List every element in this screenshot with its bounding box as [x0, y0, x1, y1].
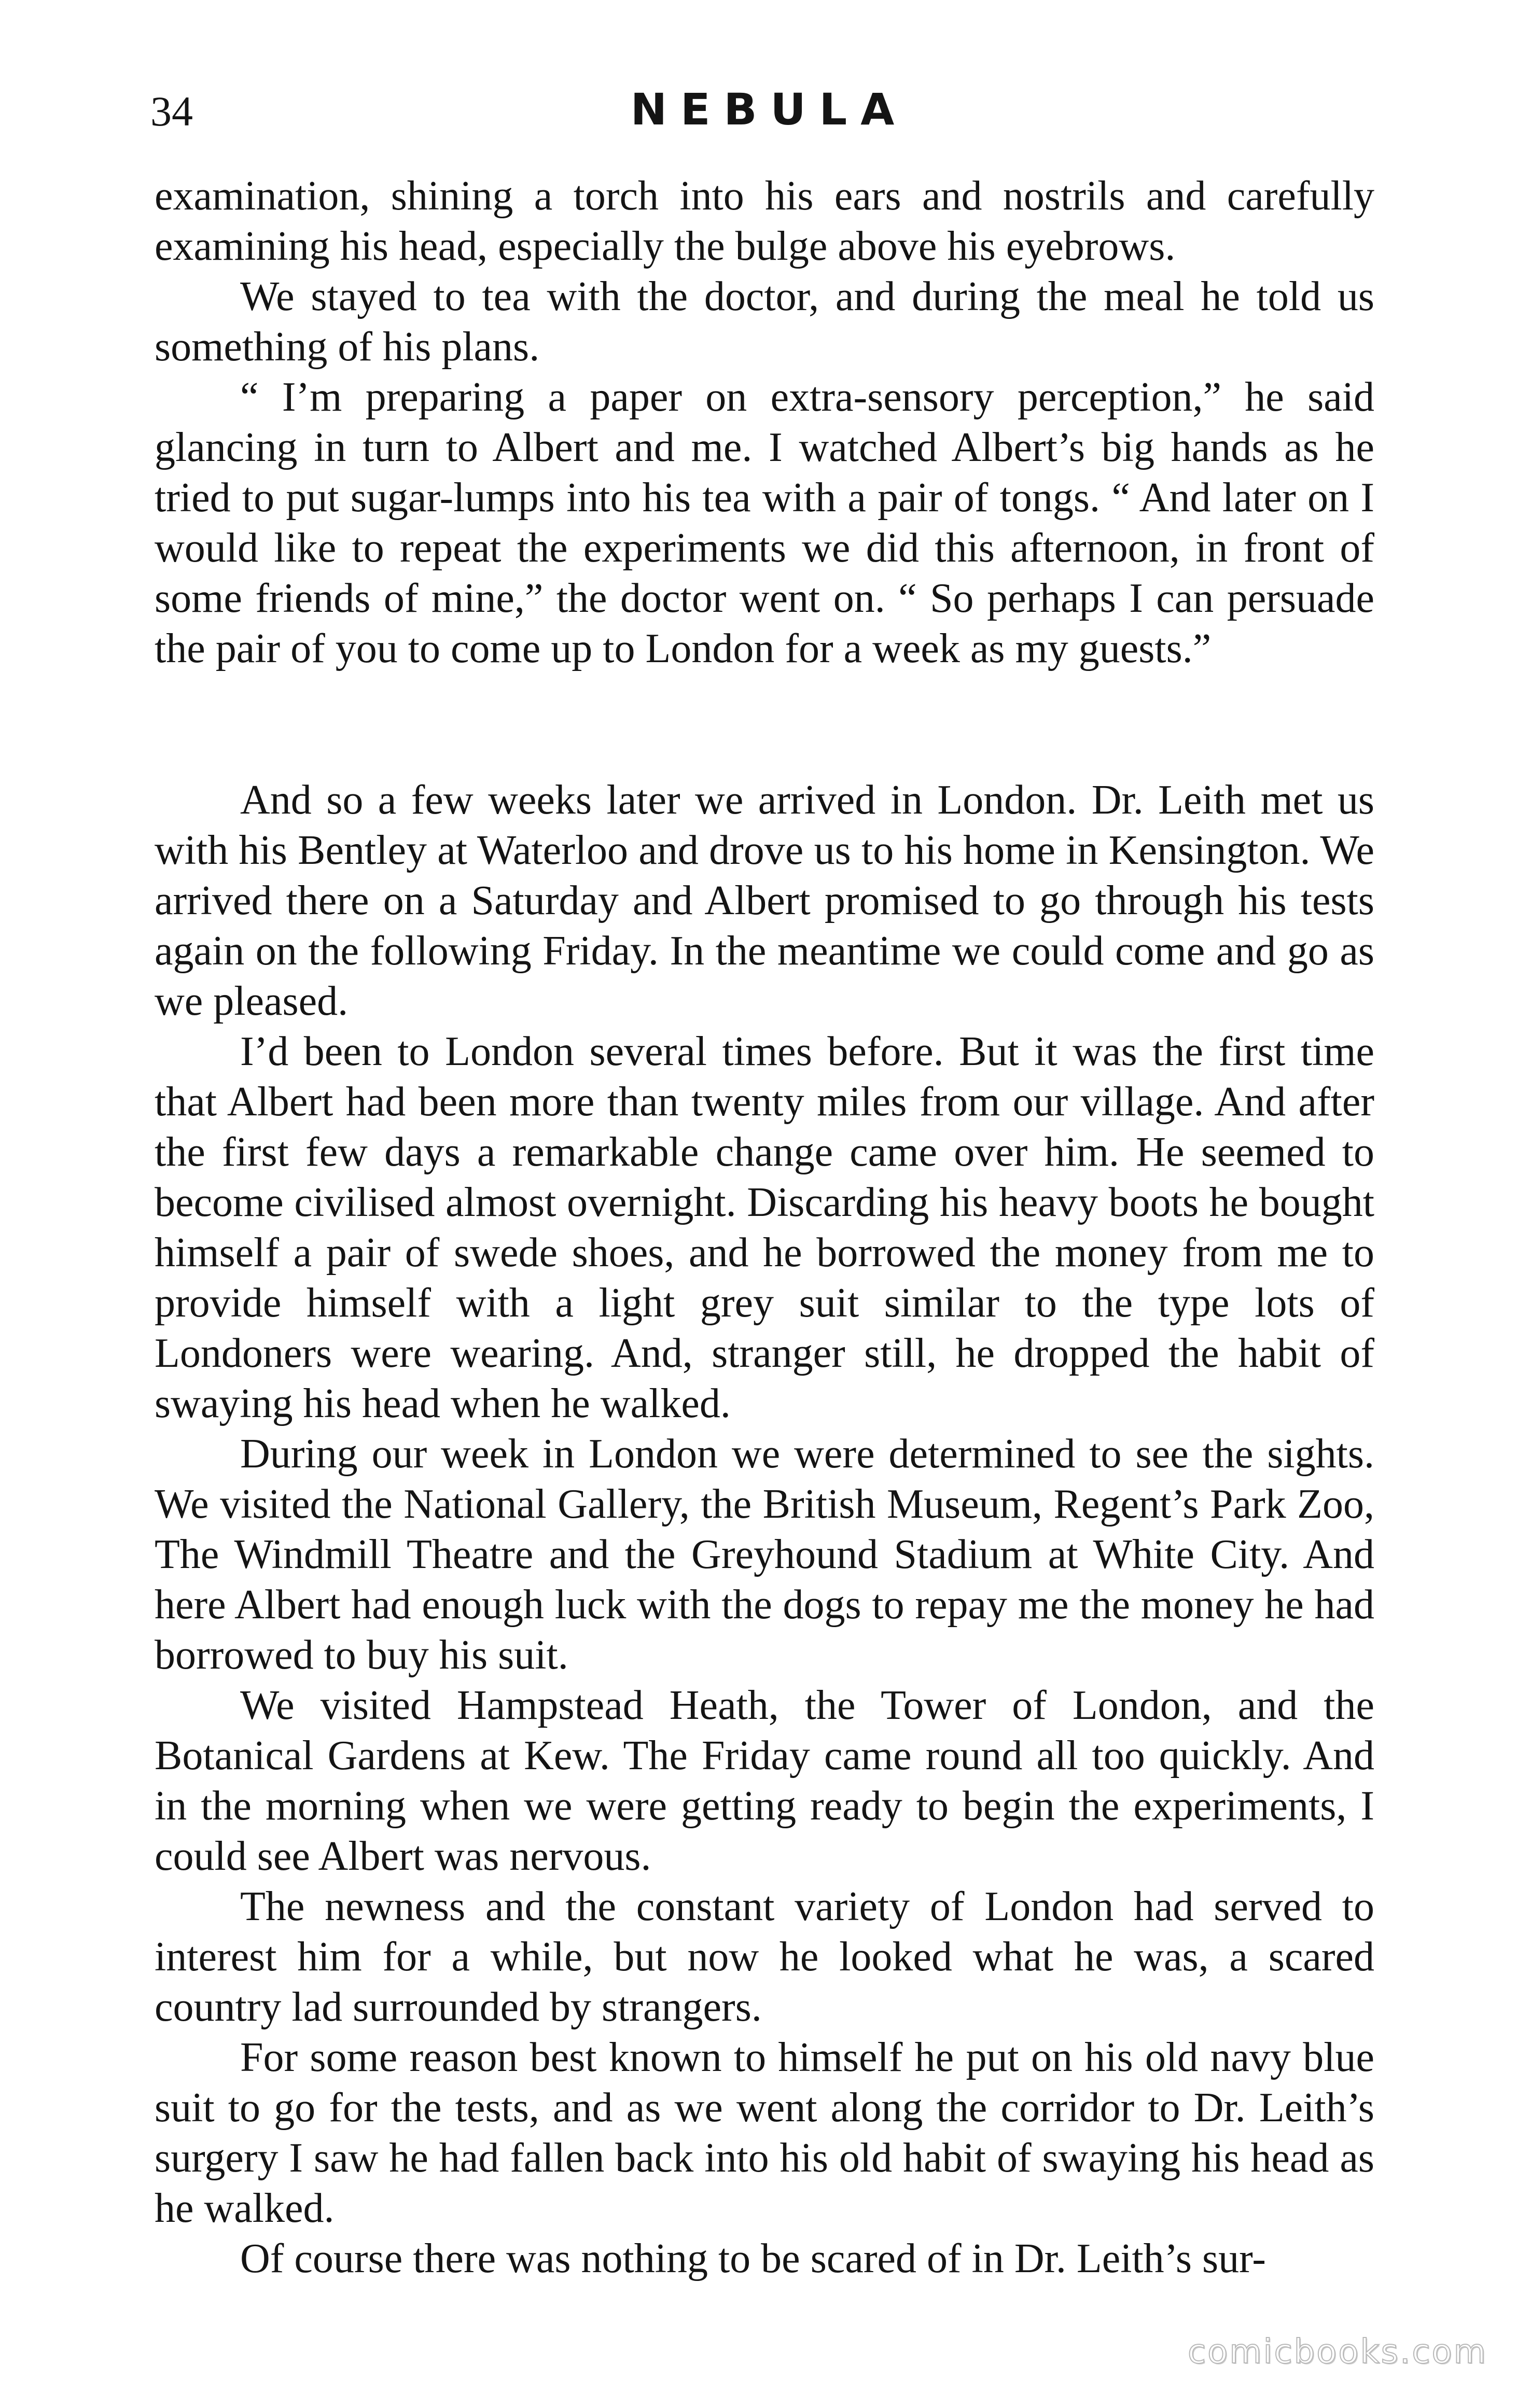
- paragraph: For some reason best known to himself he put on his old navy blue suit to go for the tests, and as we went along the corridor to Dr. Leith’s surgery I saw he had fallen back into his old habit of swaying his head as he walked.: [155, 2035, 1374, 2231]
- paragraph: And so a few weeks later we arrived in London. Dr. Leith met us with his Bentley at Waterloo and drove us to his home in Kensington. We arrived there on a Saturday and Albert promised to go through his tests again on the following Friday. In the meantime we could come and go as we pleased.: [155, 777, 1374, 1024]
- running-head: NEBULA: [630, 84, 908, 135]
- paragraph: examination, shining a torch into his ears and nostrils and carefully examining his head, especially the bulge above his eyebrows.: [155, 173, 1374, 269]
- paragraph: During our week in London we were determined to see the sights. We visited the National Gallery, the British Museum, Regent’s Park Zoo, The Windmill Theatre and the Greyhound Stadium at White City. And here Albert had enough luck with the dogs to repay me the money he had borrowed to buy his suit.: [155, 1431, 1374, 1678]
- paragraph: We stayed to tea with the doctor, and during the meal he told us something of his plans.: [155, 274, 1374, 370]
- page-header: [150, 78, 1374, 135]
- paragraph: The newness and the constant variety of London had served to interest him for a while, but now he looked what he was, a scared country lad surrounded by strangers.: [155, 1884, 1374, 2030]
- watermark: comicbooks.com: [1187, 2333, 1487, 2371]
- paragraph: “ I’m preparing a paper on extra-sensory perception,” he said glancing in turn to Albert and me. I watched Albert’s big hands as he tried to put sugar-lumps into his tea with a pair of tongs. “ And later on I would like to repeat the experiments we did this afternoon, in front of some friends of mine,” the doctor went on. “ So perhaps I can persuade the pair of you to come up to London for a week as my guests.”: [155, 374, 1374, 671]
- paragraph: Of course there was nothing to be scared of in Dr. Leith’s sur-: [240, 2236, 1266, 2281]
- body-text: [155, 171, 1374, 2284]
- paragraph: We visited Hampstead Heath, the Tower of London, and the Botanical Gardens at Kew. The Friday came round all too quickly. And in the morning when we were getting ready to begin the experiments, I could see Albert was nervous.: [155, 1683, 1374, 1879]
- page-number: 34: [150, 88, 193, 135]
- paragraph: I’d been to London several times before. But it was the first time that Albert had been more than twenty miles from our village. And after the first few days a remarkable change came over him. He seemed to become civilised almost overnight. Discarding his heavy boots he bought himself a pair of swede shoes, and he borrowed the money from me to provide himself with a light grey suit similar to the type lots of Londoners were wearing. And, stranger still, he dropped the habit of swaying his head when he walked.: [155, 1029, 1374, 1426]
